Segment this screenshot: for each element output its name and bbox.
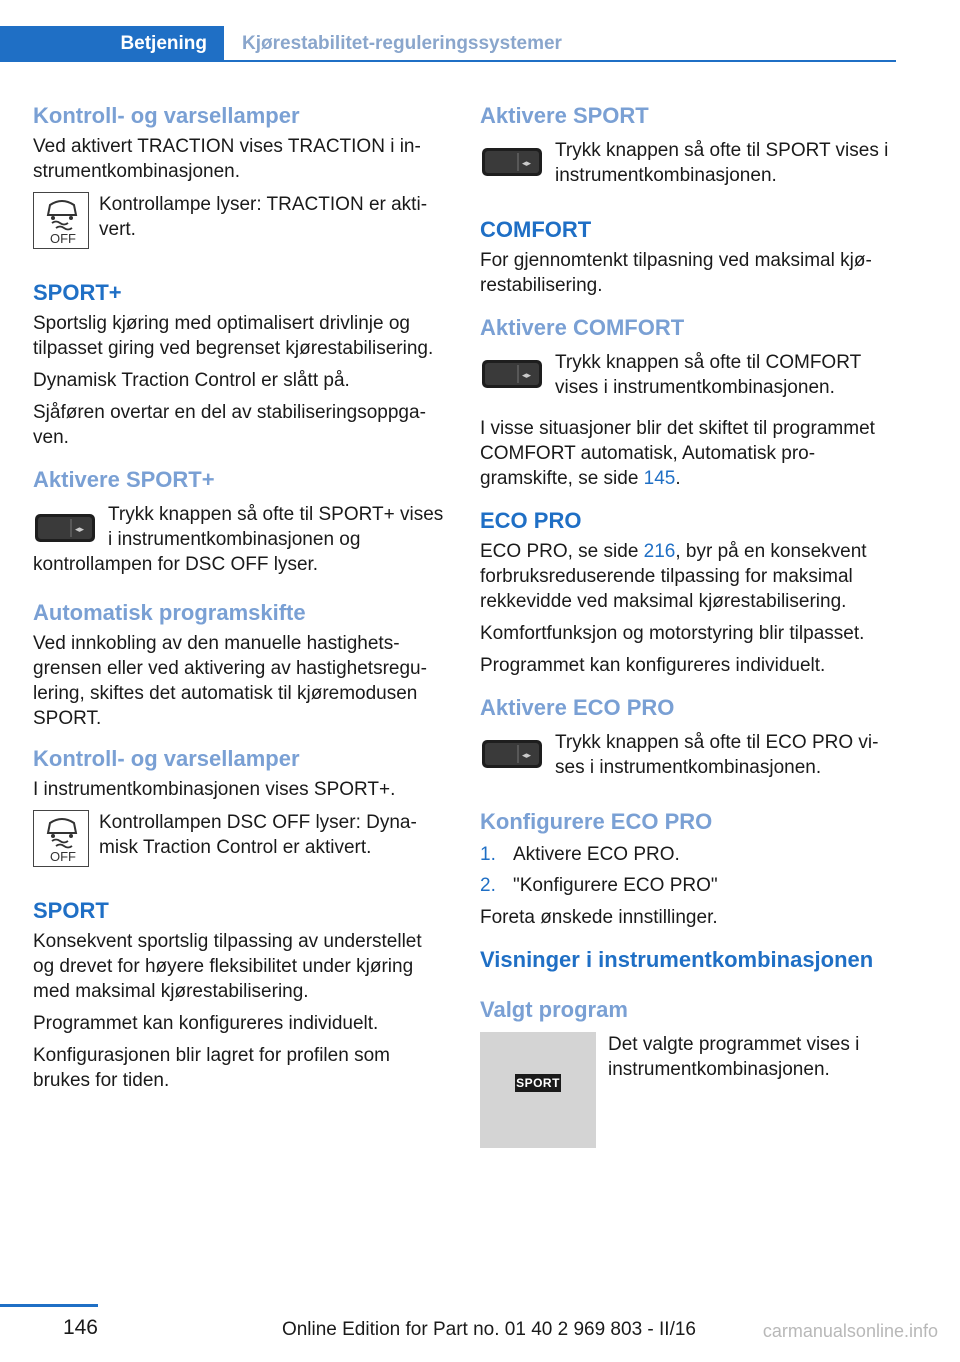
figure-activate-eco-pro xyxy=(480,730,896,780)
heading-selected-program: Valgt program xyxy=(480,997,628,1022)
heading-sport-plus: SPORT+ xyxy=(33,280,122,305)
paragraph: Sportslig kjøring med optimalisert drivlinje og tilpasset giring ved begrenset kjørestabilisering. xyxy=(33,313,434,359)
footer-rule xyxy=(0,1304,98,1307)
figure-caption: Trykk knappen så ofte til COMFORT vises i instrumentkombinasjonen. xyxy=(555,352,861,398)
chapter-tab: Betjening xyxy=(0,26,224,62)
figure-caption: Trykk knappen så ofte til ECO PRO vises i instrumentkombinasjonen. xyxy=(555,732,879,778)
section-tab: Kjørestabilitet-reguleringssystemer xyxy=(242,33,562,54)
paragraph: Ved innkobling av den manuelle hastighetsgrensen eller ved aktivering av hastighetsregulering, skiftes det automatisk til kjøremodusen SPORT. xyxy=(33,633,427,729)
svg-text:◂▸: ◂▸ xyxy=(522,371,532,381)
paragraph: ECO PRO, se side 216, byr på en konsekvent forbruksreduserende tilpassing for maksimal rekkevidde ved maksimal kjørestabilisering. xyxy=(480,541,867,612)
paragraph: Konfigurasjonen blir lagret for profilen som brukes for tiden. xyxy=(33,1045,390,1091)
list-item: 2. "Konfigurere ECO PRO" xyxy=(480,875,718,896)
figure-caption: Trykk knappen så ofte til SPORT+ vises i instrumentkombinasjonen og kontrollampen for DSC OFF lyser. xyxy=(33,504,444,575)
dsc-off-lamp-icon xyxy=(33,810,89,867)
heading-activate-comfort: Aktivere COMFORT xyxy=(480,315,685,340)
mode-switch-button-icon xyxy=(33,506,97,552)
figure-caption: Det valgte programmet vises i instrumentkombinasjonen. xyxy=(608,1034,860,1080)
heading-automatic-program-change: Automatisk programskifte xyxy=(33,600,306,625)
heading-activate-sport: Aktivere SPORT xyxy=(480,103,649,128)
mode-switch-button-icon xyxy=(480,140,544,186)
paragraph: Dynamisk Traction Control er slått på. xyxy=(33,370,350,391)
paragraph: Sjåføren overtar en del av stabiliseringsoppgaven. xyxy=(33,402,426,448)
header-rule xyxy=(0,60,896,62)
mode-switch-button-icon xyxy=(480,352,544,398)
svg-text:◂▸: ◂▸ xyxy=(522,751,532,761)
paragraph: I instrumentkombinasjonen vises SPORT+. xyxy=(33,779,396,800)
left-column xyxy=(33,102,447,1093)
page-link-216[interactable]: 216 xyxy=(643,541,676,562)
figure-activate-sport-plus xyxy=(33,502,447,577)
figure-caption: Kontrollampe lyser: TRACTION er aktivert. xyxy=(99,194,428,240)
lamp-off-label: OFF xyxy=(50,849,76,864)
heading-configure-eco-pro: Konfigurere ECO PRO xyxy=(480,809,713,834)
paragraph: Konsekvent sportslig tilpassing av understellet og drevet for høyere fleksibilitet under kjøring med maksimal kjørestabilisering. xyxy=(33,931,422,1002)
dsc-off-lamp-icon xyxy=(33,192,89,249)
heading-eco-pro: ECO PRO xyxy=(480,508,582,533)
heading-comfort: COMFORT xyxy=(480,217,592,242)
sport-badge: SPORT xyxy=(516,1076,560,1090)
figure-caption: Trykk knappen så ofte til SPORT vises i instrumentkombinasjonen. xyxy=(555,140,889,186)
steps-list xyxy=(480,842,896,898)
right-column xyxy=(480,102,896,1148)
heading-sport: SPORT xyxy=(33,898,109,923)
paragraph: Programmet kan konfigureres individuelt. xyxy=(480,655,826,676)
figure-caption: Kontrollampen DSC OFF lyser: Dynamisk Traction Control er aktivert. xyxy=(99,812,417,858)
paragraph: I visse situasjoner blir det skiftet til programmet COMFORT automatisk, Automatisk programskifte, se side 145. xyxy=(480,418,875,489)
paragraph: Foreta ønskede innstillinger. xyxy=(480,907,718,928)
heading-activate-eco-pro: Aktivere ECO PRO xyxy=(480,695,675,720)
paragraph: Programmet kan konfigureres individuelt. xyxy=(33,1013,379,1034)
figure-dsc-off-lamp xyxy=(33,810,447,867)
figure-activate-comfort xyxy=(480,350,896,400)
paragraph: Komfortfunksjon og motorstyring blir tilpasset. xyxy=(480,623,865,644)
figure-selected-program xyxy=(480,1032,896,1148)
page-number: 146 xyxy=(62,1316,98,1339)
svg-text:◂▸: ◂▸ xyxy=(75,525,85,535)
list-item: 1. Aktivere ECO PRO. xyxy=(480,844,680,865)
svg-text:◂▸: ◂▸ xyxy=(522,159,532,169)
heading-displays: Visninger i instrumentkombinasjonen xyxy=(480,947,874,972)
paragraph: Ved aktivert TRACTION vises TRACTION i instrumentkombinasjonen. xyxy=(33,136,421,182)
mode-switch-button-icon xyxy=(480,732,544,778)
heading-activate-sport-plus: Aktivere SPORT+ xyxy=(33,467,215,492)
lamp-off-label: OFF xyxy=(50,231,76,246)
watermark: carmanualsonline.info xyxy=(762,1321,938,1341)
paragraph: For gjennomtenkt tilpasning ved maksimal kjørestabilisering. xyxy=(480,250,872,296)
instrument-display-image xyxy=(480,1032,596,1148)
figure-activate-sport xyxy=(480,138,896,188)
heading-control-lamps-1: Kontroll- og varsellamper xyxy=(33,103,300,128)
page-link-145[interactable]: 145 xyxy=(643,468,676,489)
edition-info: Online Edition for Part no. 01 40 2 969 803 - II/16 xyxy=(281,1319,696,1340)
heading-control-lamps-2: Kontroll- og varsellamper xyxy=(33,746,300,771)
figure-traction-lamp xyxy=(33,192,447,249)
